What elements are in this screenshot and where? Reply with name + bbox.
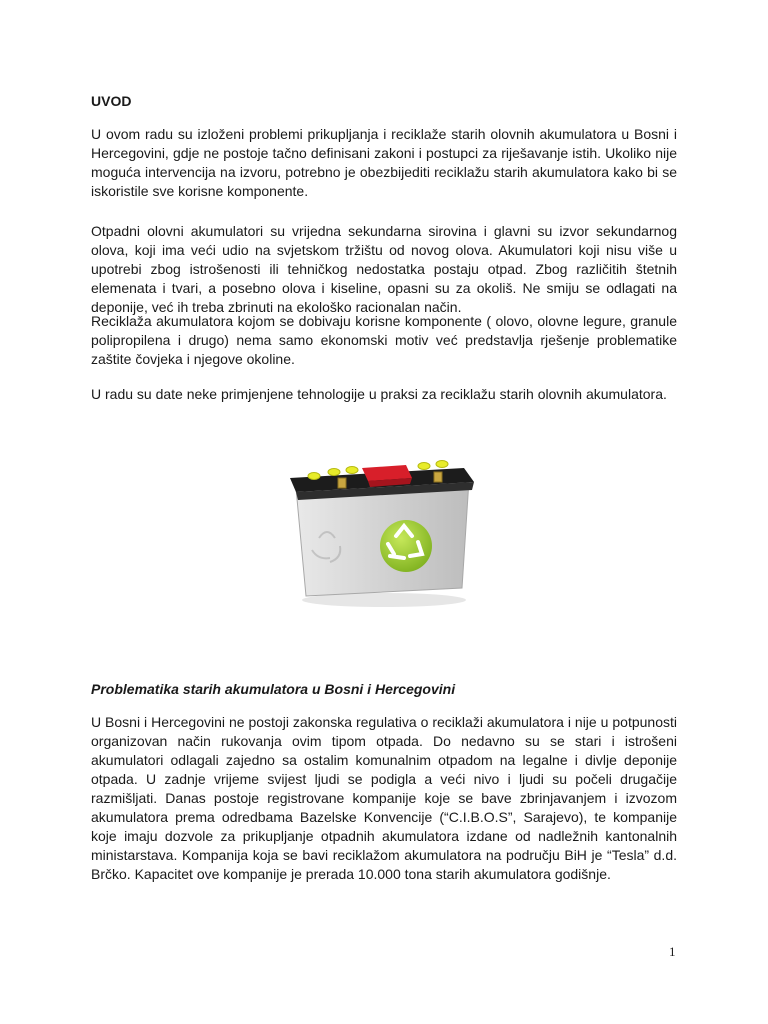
section-paragraph: U Bosni i Hercegovini ne postoji zakonska regulativa o reciklaži akumulatora i nije u potpunosti organizovan način rukovanja ovim tipom otpada. Do nedavno su se stari i istrošeni akumulatori odlagali zajedno sa ostalim komunalnim otpadom na legalne i divlje deponije otpada. U zadnje vrijeme svijest ljudi se podigla a veći nivo i ljudi su počeli drugačije razmišljati. Danas postoje registrovane kompanije koje se bave zbrinjavanjem i izvozom akumulatora prema odredbama Bazelske Konvencije (“C.I.B.O.S”, Sarajevo), te kompanije koje imaju dozvole za prikupljanje otpadnih akumulatora izdane od nadležnih kantonalnih ministarstava. Kompanija koja se bavi reciklažom akumulatora na području BiH je “Tesla” d.d. Brčko. Kapacitet ove kompanije je prerada 10.000 tona starih akumulatora godišnje. (91, 714, 677, 882)
intro-heading: UVOD (91, 93, 132, 109)
battery-figure (284, 438, 484, 608)
intro-paragraph-2: Otpadni olovni akumulatori su vrijedna sekundarna sirovina i glavni su izvor sekundarnog olova, koji ima veći udio na svjetskom tržištu od novog olova. Akumulatori koji nisu više u upotrebi zbog istrošenosti ili tehničkog nedostatka postaju otpad. Zbog različitih štetnih elemenata i tvari, a posebno olova i kiseline, opasni su za okoliš. Ne smiju se odlagati na deponije, već ih treba zbrinuti na ekološko racionalan način. (91, 223, 677, 315)
recycling-battery-icon (284, 438, 484, 608)
section-heading: Problematika starih akumulatora u Bosni i Hercegovini (91, 681, 456, 697)
intro-paragraph-3: Reciklaža akumulatora kojom se dobivaju korisne komponente ( olovo, olovne legure, granule polipropilena i drugo) nema samo ekonomski motiv već predstavlja rješenje problematike zaštite čovjeka i njegove okoline. (91, 313, 677, 367)
intro-paragraph-1: U ovom radu su izloženi problemi prikupljanja i reciklaže starih olovnih akumulatora u Bosni i Hercegovini, gdje ne postoje tačno definisani zakoni i postupci za riješavanje istih. Ukoliko nije moguća intervencija na izvoru, potrebno je obezbijediti reciklažu starih akumulatora kako bi se iskoristile sve korisne komponente. (91, 126, 677, 199)
page-number: 1 (669, 944, 676, 959)
intro-paragraph-4: U radu su date neke primjenjene tehnologije u praksi za reciklažu starih olovnih akumulatora. (91, 386, 667, 402)
